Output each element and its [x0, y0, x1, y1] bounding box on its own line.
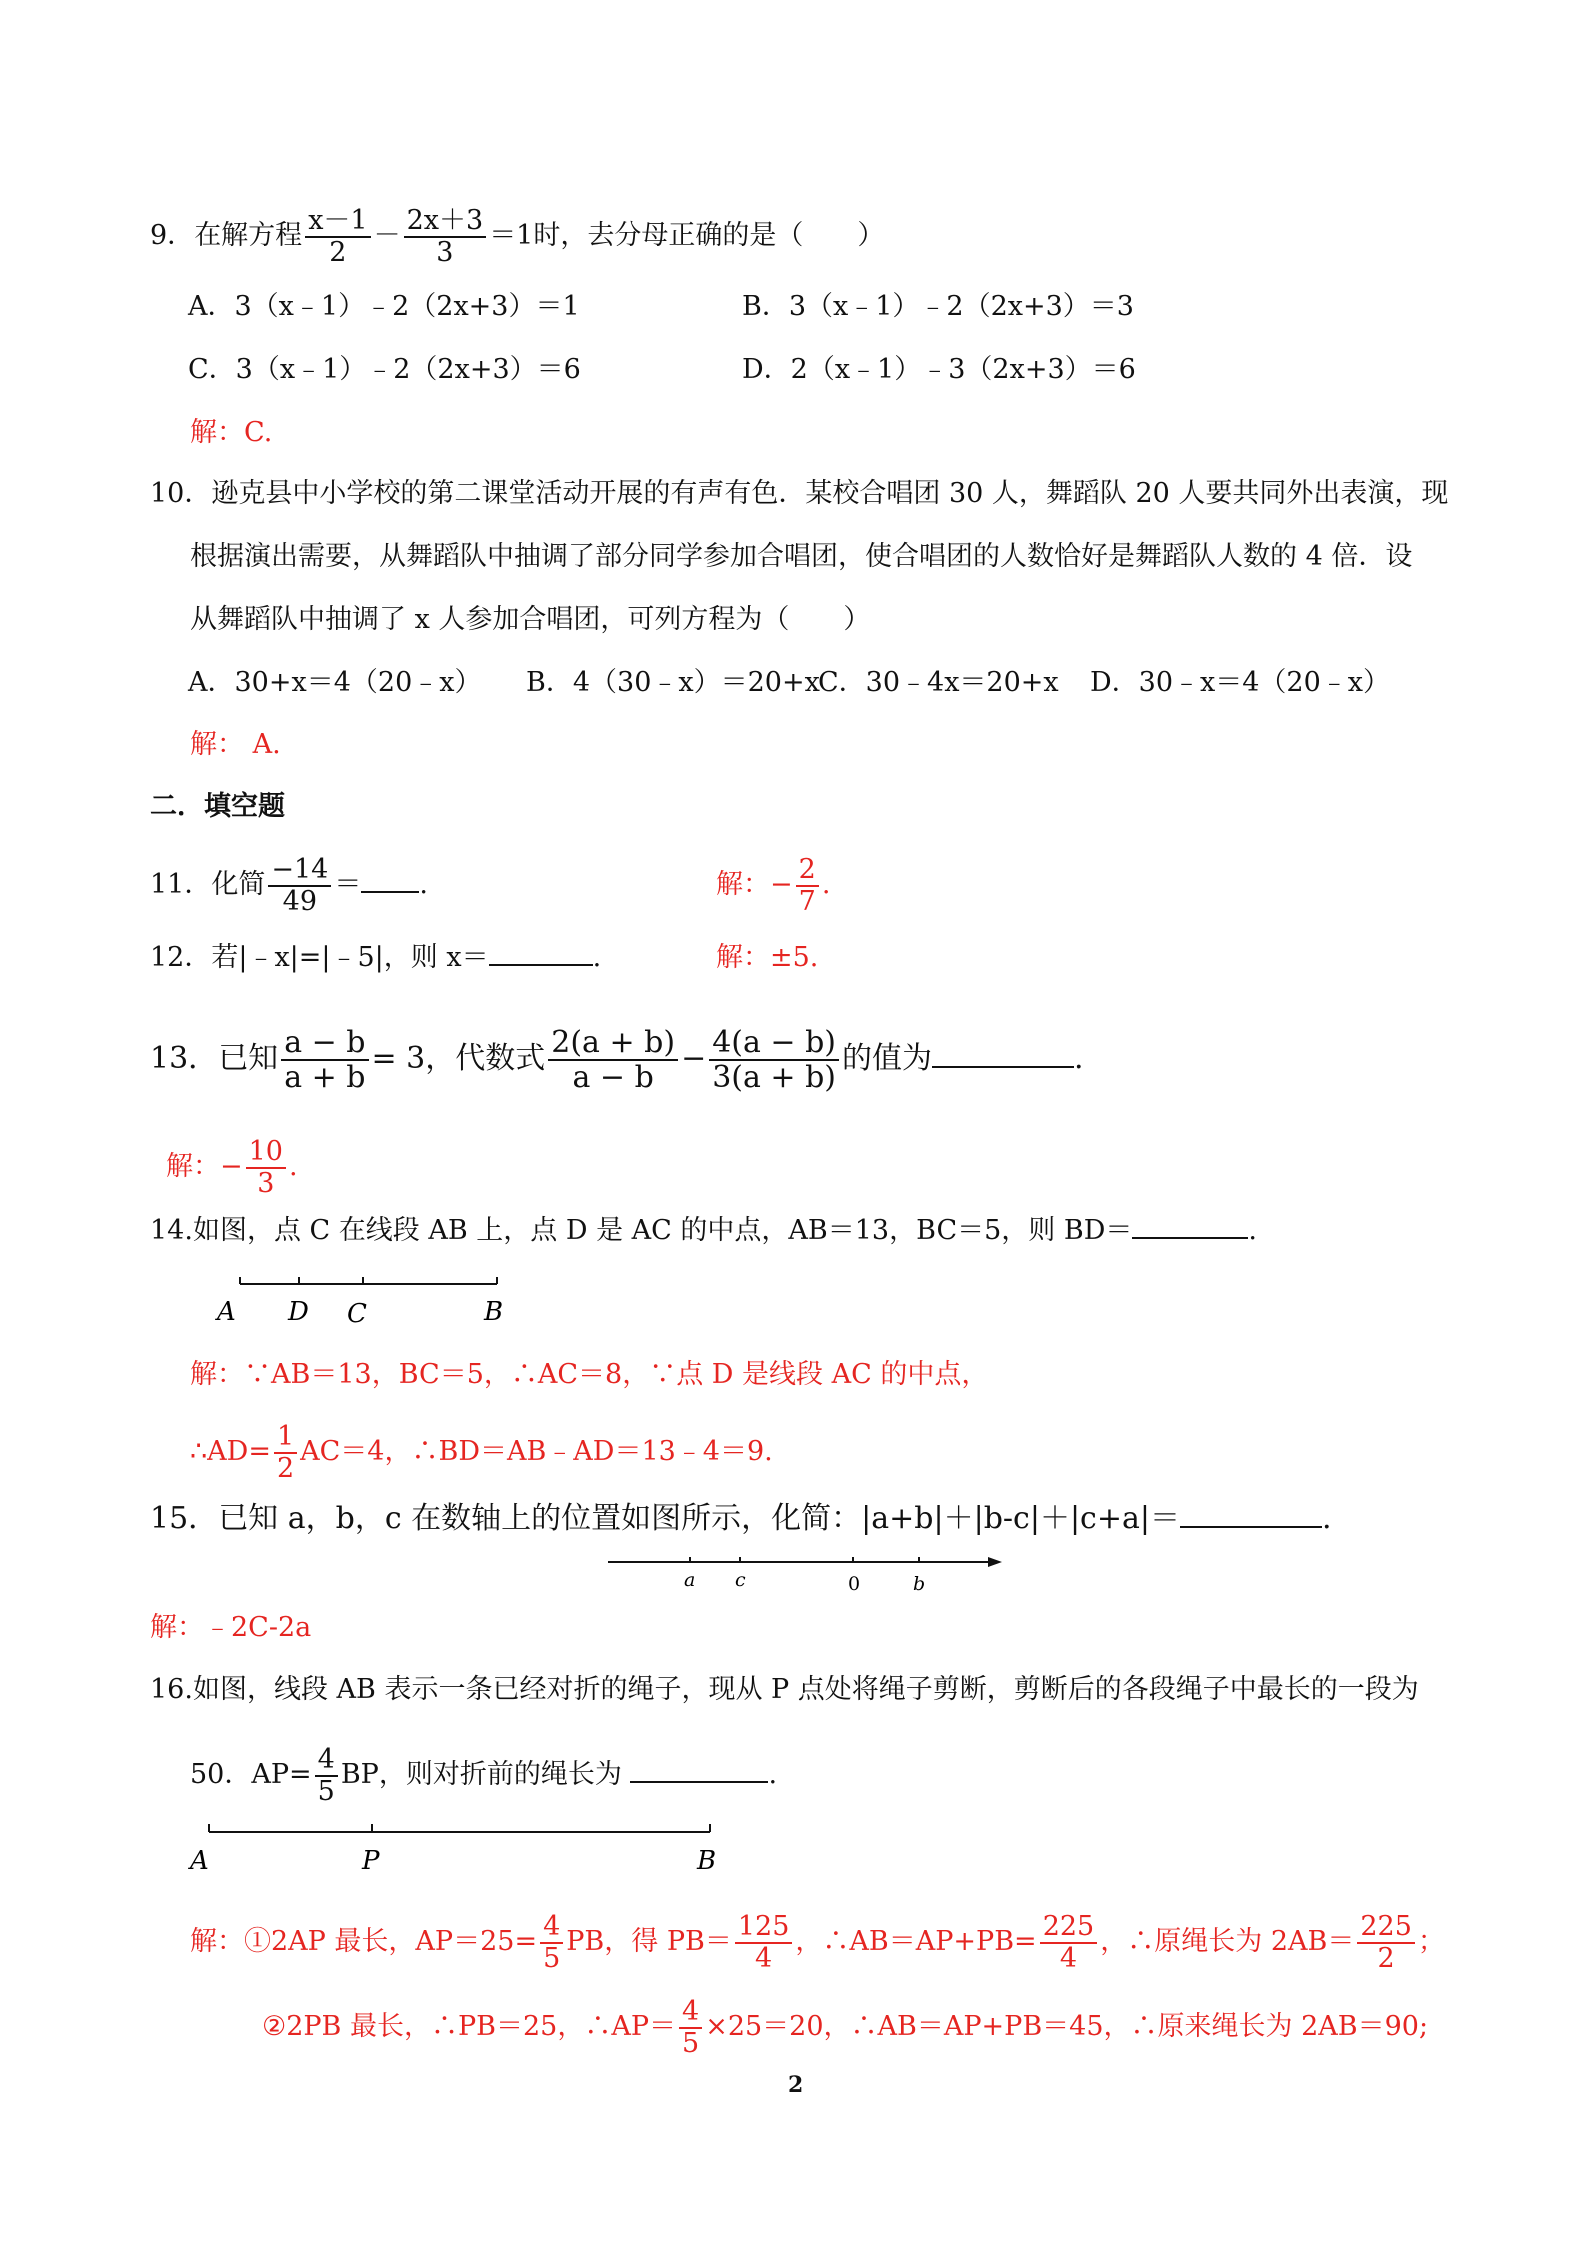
- q9-fraction-1: [305, 206, 370, 267]
- q16-ans1-f2-num: 125: [735, 1912, 793, 1944]
- q13-answer-numerator: 10: [246, 1137, 286, 1169]
- q14-answer-fraction: [274, 1422, 297, 1483]
- q14-answer-blank[interactable]: [1132, 1231, 1248, 1239]
- q14-answer-denominator: 2: [276, 1452, 295, 1484]
- q15-answer: 解：﹣2C-2a: [150, 1612, 312, 1643]
- q9-option-d: [742, 350, 1136, 390]
- q10-option-b-label: B．: [526, 667, 573, 698]
- q11-answer-end: .: [821, 869, 831, 901]
- q9-fraction-1-numerator: x－1: [305, 206, 370, 238]
- q14-label-d: D: [288, 1297, 309, 1327]
- q11-number: 11．: [150, 869, 212, 901]
- q16-ans1-b: PB，得 PB＝: [566, 1926, 732, 1958]
- q14-stem: [150, 1211, 1257, 1251]
- q12-answer-blank[interactable]: [489, 958, 593, 966]
- q15-number: 15．: [150, 1501, 219, 1536]
- q15-number-line: [600, 1548, 1010, 1598]
- q10-line-1-text: 逊克县中小学校的第二课堂活动开展的有声有色．某校合唱团 30 人，舞蹈队 20 人要共同外出表演，现: [211, 478, 1449, 509]
- q11-equals: ＝: [334, 869, 362, 901]
- q9-equals: ＝1: [489, 220, 534, 252]
- q9-number: 9．: [150, 220, 195, 252]
- q16-number: 16.: [150, 1674, 193, 1705]
- q16-line-2: [190, 1745, 777, 1806]
- q16-ans1-f4-den: 2: [1377, 1942, 1395, 1974]
- q9-option-b-label: B．: [742, 291, 789, 322]
- q10-option-b: [526, 663, 820, 703]
- q13-answer-denominator: 3: [257, 1167, 275, 1199]
- q14-segment-figure: [200, 1264, 520, 1334]
- q16-ans1-fraction-2: [735, 1912, 793, 1973]
- q16-ans1-f4-num: 225: [1357, 1912, 1415, 1944]
- q12-stem: [150, 938, 601, 978]
- q16-ans1-fraction-3: [1040, 1912, 1098, 1973]
- q10-line-1: [150, 474, 1448, 514]
- q16-label-a: A: [190, 1846, 209, 1876]
- q9-minus: －: [373, 220, 401, 252]
- q9-option-b-text: 3（x﹣1）﹣2（2x+3）＝3: [788, 291, 1134, 322]
- q9-answer: 解：C.: [190, 417, 273, 448]
- q12-number: 12．: [150, 942, 212, 973]
- q16-label-p: P: [362, 1846, 380, 1876]
- q13-fraction-2-numerator: 2(a + b): [548, 1026, 678, 1061]
- q9-fraction-2: [404, 206, 487, 267]
- q9-option-c: [188, 350, 581, 390]
- q15-label-a: a: [684, 1569, 696, 1591]
- q11-lead: 化简: [211, 869, 266, 901]
- q10-option-c-text: 30﹣4x＝20+x: [865, 667, 1059, 698]
- q13-fraction-1-numerator: a − b: [281, 1026, 368, 1061]
- q13-lead: 已知: [218, 1041, 279, 1076]
- q16-line-2-lead: 50．AP=: [190, 1759, 312, 1791]
- q11-fraction-denominator: 49: [282, 885, 318, 917]
- q16-line-1: [150, 1670, 1419, 1710]
- q16-ans1-f2-den: 4: [755, 1942, 773, 1974]
- q9-option-c-label: C．: [188, 354, 236, 385]
- q15-label-zero: 0: [848, 1573, 861, 1595]
- q10-option-a-text: 30+x＝4（20﹣x）: [234, 667, 482, 698]
- q9-option-d-text: 2（x﹣1）﹣3（2x+3）＝6: [790, 354, 1136, 385]
- q16-fraction: [315, 1745, 338, 1806]
- q14-text: 如图，点 C 在线段 AB 上，点 D 是 AC 的中点，AB＝13，BC＝5，则 BD＝: [192, 1215, 1133, 1246]
- q16-ans1-f1-num: 4: [540, 1912, 563, 1944]
- q14-number: 14.: [150, 1215, 193, 1246]
- q10-line-3: 从舞蹈队中抽调了 x 人参加合唱团，可列方程为（ ）: [190, 604, 871, 635]
- q11-stem: [150, 855, 428, 916]
- q16-line-1-text: 如图，线段 AB 表示一条已经对折的绳子，现从 P 点处将绳子剪断，剪断后的各段绳子中最长的一段为: [192, 1674, 1419, 1705]
- q16-fraction-numerator: 4: [315, 1745, 338, 1777]
- q14-label-a: A: [217, 1297, 236, 1327]
- q14-end: .: [1248, 1215, 1257, 1246]
- q15-text: 已知 a，b，c 在数轴上的位置如图所示，化简：|a+b|＋|b-c|＋|c+a|＝: [218, 1501, 1180, 1536]
- q16-answer-blank[interactable]: [630, 1775, 768, 1783]
- q9-option-c-text: 3（x﹣1）﹣2（2x+3）＝6: [235, 354, 581, 385]
- q15-stem: [150, 1499, 1332, 1539]
- q16-answer-line-2: [262, 1997, 1428, 2058]
- q16-ans2-b: ×25＝20，∴AB＝AP+PB＝45，∴原来绳长为 2AB＝90;: [705, 2011, 1429, 2043]
- q11-answer-label: 解：: [716, 869, 770, 901]
- q11-end: .: [419, 869, 428, 901]
- q14-answer-line-2: [190, 1422, 773, 1483]
- q14-answer-2-lead: ∴AD=: [190, 1436, 271, 1468]
- q13-equals: = 3，代数式: [371, 1041, 546, 1076]
- q13-answer-blank[interactable]: [932, 1060, 1074, 1068]
- q13-answer: [166, 1137, 298, 1198]
- q13-minus: −: [681, 1041, 707, 1076]
- q9-option-a-label: A．: [188, 291, 235, 322]
- q9-tail: 时，去分母正确的是（ ）: [533, 220, 885, 252]
- q9-option-a: [188, 287, 580, 327]
- q10-answer: 解： A.: [190, 729, 281, 760]
- q14-answer-numerator: 1: [274, 1422, 297, 1454]
- q11-answer-blank[interactable]: [361, 885, 419, 893]
- q16-ans2-f1-num: 4: [679, 1997, 702, 2029]
- q16-answer-line-1: [190, 1912, 1445, 1973]
- q16-ans1-fraction-1: [540, 1912, 563, 1973]
- q12-end: .: [592, 942, 602, 973]
- q11-answer-sign: −: [770, 869, 793, 901]
- q16-end: .: [768, 1759, 778, 1791]
- q9-fraction-2-denominator: 3: [436, 236, 454, 268]
- q9-option-a-text: 3（x﹣1）﹣2（2x+3）＝1: [234, 291, 580, 322]
- q14-answer-line-1: 解：∵AB＝13，BC＝5，∴AC＝8，∵点 D 是线段 AC 的中点，: [190, 1359, 989, 1390]
- q12-answer: 解：±5.: [716, 942, 819, 973]
- q16-ans1-c: ，∴AB＝AP+PB=: [795, 1926, 1037, 1958]
- q13-stem: [150, 1026, 1084, 1094]
- q16-ans1-fraction-4: [1357, 1912, 1415, 1973]
- q16-ans1-f3-num: 225: [1040, 1912, 1098, 1944]
- q12-text: 若|﹣x|=|﹣5|，则 x＝: [211, 942, 489, 973]
- q11-fraction: [268, 855, 331, 916]
- q10-option-b-text: 4（30﹣x）＝20+x: [572, 667, 820, 698]
- q16-ans2-fraction: [679, 1997, 702, 2058]
- q13-fraction-3-denominator: 3(a + b): [712, 1060, 836, 1095]
- q9-option-b: [742, 287, 1134, 327]
- q9-stem: [150, 206, 884, 267]
- q16-label-b: B: [697, 1846, 717, 1876]
- q10-line-2: 根据演出需要，从舞蹈队中抽调了部分同学参加合唱团，使合唱团的人数恰好是舞蹈队人数的 4 倍．设: [190, 541, 1413, 572]
- q13-number: 13．: [150, 1041, 219, 1076]
- q11-fraction-numerator: −14: [268, 855, 331, 887]
- q11-answer-fraction: [796, 855, 819, 916]
- q16-ans2-a: ②2PB 最长，∴PB＝25，∴AP＝: [262, 2011, 677, 2043]
- q13-fraction-3: [709, 1026, 839, 1094]
- q13-fraction-1: [281, 1026, 368, 1094]
- q16-fraction-denominator: 5: [317, 1775, 335, 1807]
- q10-option-c-label: C．: [818, 667, 866, 698]
- q10-option-d-text: 30﹣x＝4（20﹣x）: [1138, 667, 1391, 698]
- q13-end: .: [1074, 1041, 1084, 1076]
- q15-label-b: b: [913, 1573, 926, 1595]
- q10-option-d-label: D．: [1090, 667, 1139, 698]
- q14-label-b: B: [484, 1297, 504, 1327]
- q10-option-d: [1090, 663, 1390, 703]
- q16-line-2-tail: BP，则对折前的绳长为: [340, 1759, 622, 1791]
- q13-fraction-1-denominator: a + b: [284, 1060, 366, 1095]
- q10-option-c: [818, 663, 1059, 703]
- q10-option-a-label: A．: [188, 667, 235, 698]
- q13-fraction-3-numerator: 4(a − b): [709, 1026, 839, 1061]
- page-number: 2: [788, 2072, 804, 2098]
- q16-ans1-a: 解：①2AP 最长，AP＝25=: [190, 1926, 538, 1958]
- q13-tail: 的值为: [842, 1041, 932, 1076]
- q15-label-c: c: [735, 1569, 746, 1591]
- q9-fraction-2-numerator: 2x＋3: [404, 206, 487, 238]
- q14-label-c: C: [347, 1299, 367, 1329]
- q16-ans1-e: ；: [1417, 1926, 1445, 1958]
- q13-answer-sign: −: [220, 1151, 243, 1183]
- q13-answer-fraction: [246, 1137, 286, 1198]
- q13-answer-end: .: [288, 1151, 298, 1183]
- q11-answer: [716, 855, 830, 916]
- q10-number: 10．: [150, 478, 212, 509]
- q14-answer-2-tail: AC＝4，∴BD＝AB﹣AD＝13﹣4＝9.: [300, 1436, 773, 1468]
- q13-fraction-2: [548, 1026, 678, 1094]
- q16-ans1-f3-den: 4: [1059, 1942, 1078, 1974]
- q11-answer-denominator: 7: [798, 885, 816, 917]
- q15-answer-blank[interactable]: [1180, 1520, 1322, 1528]
- q13-fraction-2-denominator: a − b: [572, 1060, 654, 1095]
- q13-answer-label: 解：: [166, 1151, 220, 1183]
- q9-lead: 在解方程: [194, 220, 303, 252]
- q15-end: .: [1322, 1501, 1332, 1536]
- section-heading-fill-in: 二．填空题: [150, 791, 285, 822]
- q9-option-d-label: D．: [742, 354, 791, 385]
- q16-ans1-d: ，∴原绳长为 2AB＝: [1100, 1926, 1355, 1958]
- q9-fraction-1-denominator: 2: [329, 236, 347, 268]
- q10-option-a: [188, 663, 481, 703]
- q11-answer-numerator: 2: [796, 855, 819, 887]
- q16-ans1-f1-den: 5: [543, 1942, 561, 1974]
- q16-ans2-f1-den: 5: [682, 2027, 700, 2059]
- q16-rope-figure: [180, 1814, 740, 1884]
